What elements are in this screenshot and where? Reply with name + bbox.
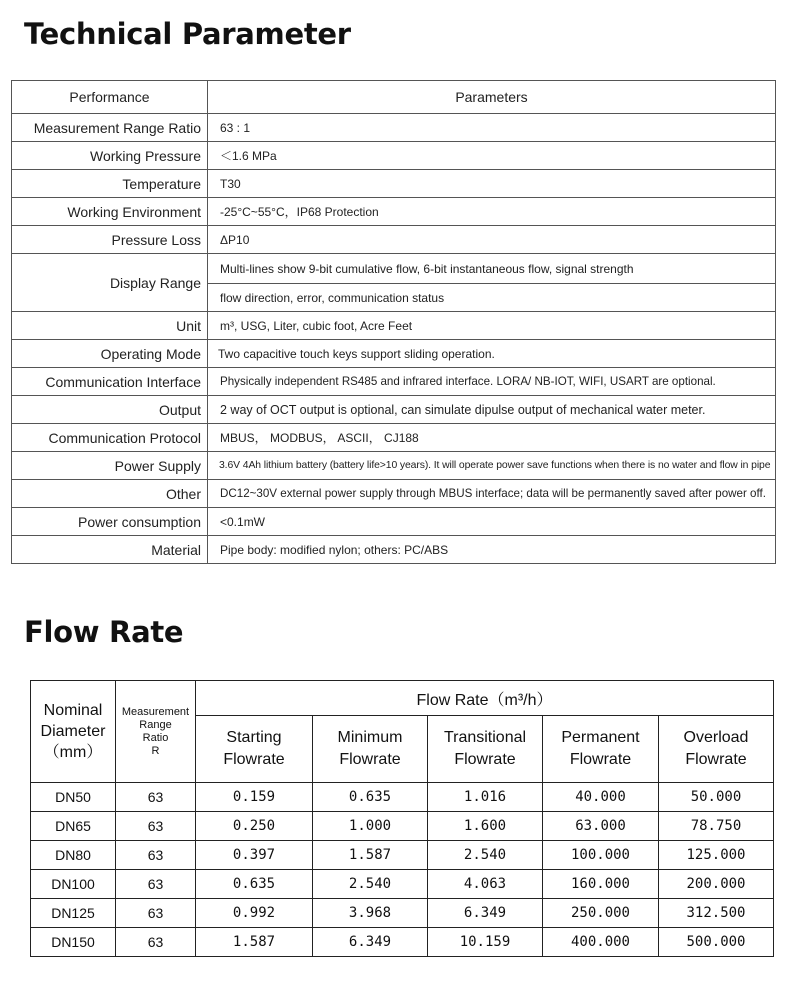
param-label: Working Pressure <box>12 142 208 170</box>
header-line: Nominal <box>43 702 103 719</box>
param-label: Operating Mode <box>12 340 208 368</box>
permanent-flowrate-cell: 400.000 <box>543 928 659 957</box>
technical-parameter-title: Technical Parameter <box>24 17 351 51</box>
minimum-flowrate-cell: 3.968 <box>313 899 428 928</box>
flow-rate-table <box>30 680 774 957</box>
nominal-diameter-cell: DN125 <box>31 899 116 928</box>
minimum-flowrate-header <box>313 716 428 783</box>
header-line: Flowrate <box>569 751 632 768</box>
ratio-cell: 63 <box>116 899 196 928</box>
nominal-diameter-cell: DN150 <box>31 928 116 957</box>
param-value-continued: flow direction, error, communication status <box>208 284 776 312</box>
starting-flowrate-cell: 1.587 <box>196 928 313 957</box>
starting-flowrate-cell: 0.397 <box>196 841 313 870</box>
table-row <box>12 226 776 254</box>
table-row <box>12 142 776 170</box>
starting-flowrate-cell: 0.250 <box>196 812 313 841</box>
table-row <box>12 254 776 284</box>
table-row <box>31 783 774 812</box>
param-label: Working Environment <box>12 198 208 226</box>
header-line: R <box>151 744 160 757</box>
nominal-diameter-cell: DN80 <box>31 841 116 870</box>
overload-flowrate-header <box>659 716 774 783</box>
table-row <box>12 452 776 480</box>
performance-header: Performance <box>12 81 208 114</box>
table-row <box>31 841 774 870</box>
param-value: m³, USG, Liter, cubic foot, Acre Feet <box>208 312 776 340</box>
parameters-header: Parameters <box>208 81 776 114</box>
table-header-row <box>12 81 776 114</box>
starting-flowrate-cell: 0.159 <box>196 783 313 812</box>
starting-flowrate-cell: 0.635 <box>196 870 313 899</box>
overload-flowrate-cell: 125.000 <box>659 841 774 870</box>
transitional-flowrate-cell: 6.349 <box>428 899 543 928</box>
header-line: Range <box>139 718 172 731</box>
table-row <box>12 480 776 508</box>
param-value: Two capacitive touch keys support sliding operation. <box>208 340 776 368</box>
minimum-flowrate-cell: 1.587 <box>313 841 428 870</box>
table-row <box>12 508 776 536</box>
transitional-flowrate-cell: 4.063 <box>428 870 543 899</box>
header-line: Minimum <box>337 729 403 746</box>
param-value: Physically independent RS485 and infrared interface. LORA/ NB-IOT, WIFI, USART are optional. <box>208 368 776 396</box>
table-row <box>31 899 774 928</box>
table-row <box>12 198 776 226</box>
table-row <box>12 424 776 452</box>
transitional-flowrate-cell: 1.600 <box>428 812 543 841</box>
ratio-cell: 63 <box>116 812 196 841</box>
transitional-flowrate-header <box>428 716 543 783</box>
starting-flowrate-header <box>196 716 313 783</box>
param-label: Pressure Loss <box>12 226 208 254</box>
ratio-cell: 63 <box>116 870 196 899</box>
header-line: Diameter <box>40 723 106 740</box>
overload-flowrate-cell: 312.500 <box>659 899 774 928</box>
technical-parameter-table <box>11 80 776 564</box>
starting-flowrate-cell: 0.992 <box>196 899 313 928</box>
overload-flowrate-cell: 200.000 <box>659 870 774 899</box>
header-line: Ratio <box>142 731 169 744</box>
param-label: Material <box>12 536 208 564</box>
header-line: Starting <box>226 729 282 746</box>
param-label: Power consumption <box>12 508 208 536</box>
param-label: Temperature <box>12 170 208 198</box>
ratio-cell: 63 <box>116 783 196 812</box>
header-line: Measurement <box>121 705 190 718</box>
transitional-flowrate-cell: 2.540 <box>428 841 543 870</box>
transitional-flowrate-cell: 10.159 <box>428 928 543 957</box>
header-line: Flowrate <box>685 751 747 768</box>
param-value: -25°C~55°C，IP68 Protection <box>208 198 776 226</box>
header-line: （mm） <box>43 744 103 761</box>
flow-rate-group-header: Flow Rate（m³/h） <box>196 681 774 716</box>
overload-flowrate-cell: 500.000 <box>659 928 774 957</box>
param-label: Communication Protocol <box>12 424 208 452</box>
param-value: T30 <box>208 170 776 198</box>
table-row <box>12 312 776 340</box>
ratio-cell: 63 <box>116 841 196 870</box>
header-line: Flowrate <box>454 751 516 768</box>
param-value: <0.1mW <box>208 508 776 536</box>
param-value: Multi-lines show 9-bit cumulative flow, 6-bit instantaneous flow, signal strength <box>208 254 776 284</box>
table-row <box>12 114 776 142</box>
table-row <box>31 812 774 841</box>
overload-flowrate-cell: 78.750 <box>659 812 774 841</box>
param-label: Communication Interface <box>12 368 208 396</box>
header-line: Flowrate <box>223 751 285 768</box>
table-row <box>12 170 776 198</box>
minimum-flowrate-cell: 1.000 <box>313 812 428 841</box>
permanent-flowrate-cell: 40.000 <box>543 783 659 812</box>
flow-rate-title: Flow Rate <box>24 615 184 649</box>
minimum-flowrate-cell: 2.540 <box>313 870 428 899</box>
param-label: Display Range <box>12 254 208 312</box>
overload-flowrate-cell: 50.000 <box>659 783 774 812</box>
header-line: Overload <box>683 729 749 746</box>
table-row <box>12 340 776 368</box>
minimum-flowrate-cell: 0.635 <box>313 783 428 812</box>
param-value: DC12~30V external power supply through MBUS interface; data will be permanently saved after power off. <box>208 480 776 508</box>
permanent-flowrate-cell: 100.000 <box>543 841 659 870</box>
permanent-flowrate-cell: 250.000 <box>543 899 659 928</box>
nominal-diameter-cell: DN100 <box>31 870 116 899</box>
table-row <box>31 870 774 899</box>
param-value: MBUS， MODBUS， ASCII， CJ188 <box>208 424 776 452</box>
table-row <box>12 396 776 424</box>
transitional-flowrate-cell: 1.016 <box>428 783 543 812</box>
ratio-cell: 63 <box>116 928 196 957</box>
permanent-flowrate-header <box>543 716 659 783</box>
nominal-diameter-header <box>31 681 116 783</box>
minimum-flowrate-cell: 6.349 <box>313 928 428 957</box>
param-value: ΔP10 <box>208 226 776 254</box>
param-value: Pipe body: modified nylon; others: PC/ABS <box>208 536 776 564</box>
measurement-range-ratio-header <box>116 681 196 783</box>
param-value: 63 : 1 <box>208 114 776 142</box>
header-line: Permanent <box>561 729 640 746</box>
nominal-diameter-cell: DN50 <box>31 783 116 812</box>
param-label: Power Supply <box>12 452 208 480</box>
header-line: Flowrate <box>339 751 401 768</box>
table-row <box>12 536 776 564</box>
param-label: Output <box>12 396 208 424</box>
header-line: Transitional <box>443 729 527 746</box>
table-row <box>31 928 774 957</box>
nominal-diameter-cell: DN65 <box>31 812 116 841</box>
param-label: Unit <box>12 312 208 340</box>
param-value: 2 way of OCT output is optional, can simulate dipulse output of mechanical water meter. <box>208 396 776 424</box>
param-value: ＜1.6 MPa <box>208 142 776 170</box>
permanent-flowrate-cell: 160.000 <box>543 870 659 899</box>
table-row <box>12 368 776 396</box>
param-label: Measurement Range Ratio <box>12 114 208 142</box>
permanent-flowrate-cell: 63.000 <box>543 812 659 841</box>
table-header-row <box>31 681 774 716</box>
param-label: Other <box>12 480 208 508</box>
param-value: 3.6V 4Ah lithium battery (battery life>10 years). It will operate power save functions when there is no water and flow in pipe <box>208 452 776 480</box>
